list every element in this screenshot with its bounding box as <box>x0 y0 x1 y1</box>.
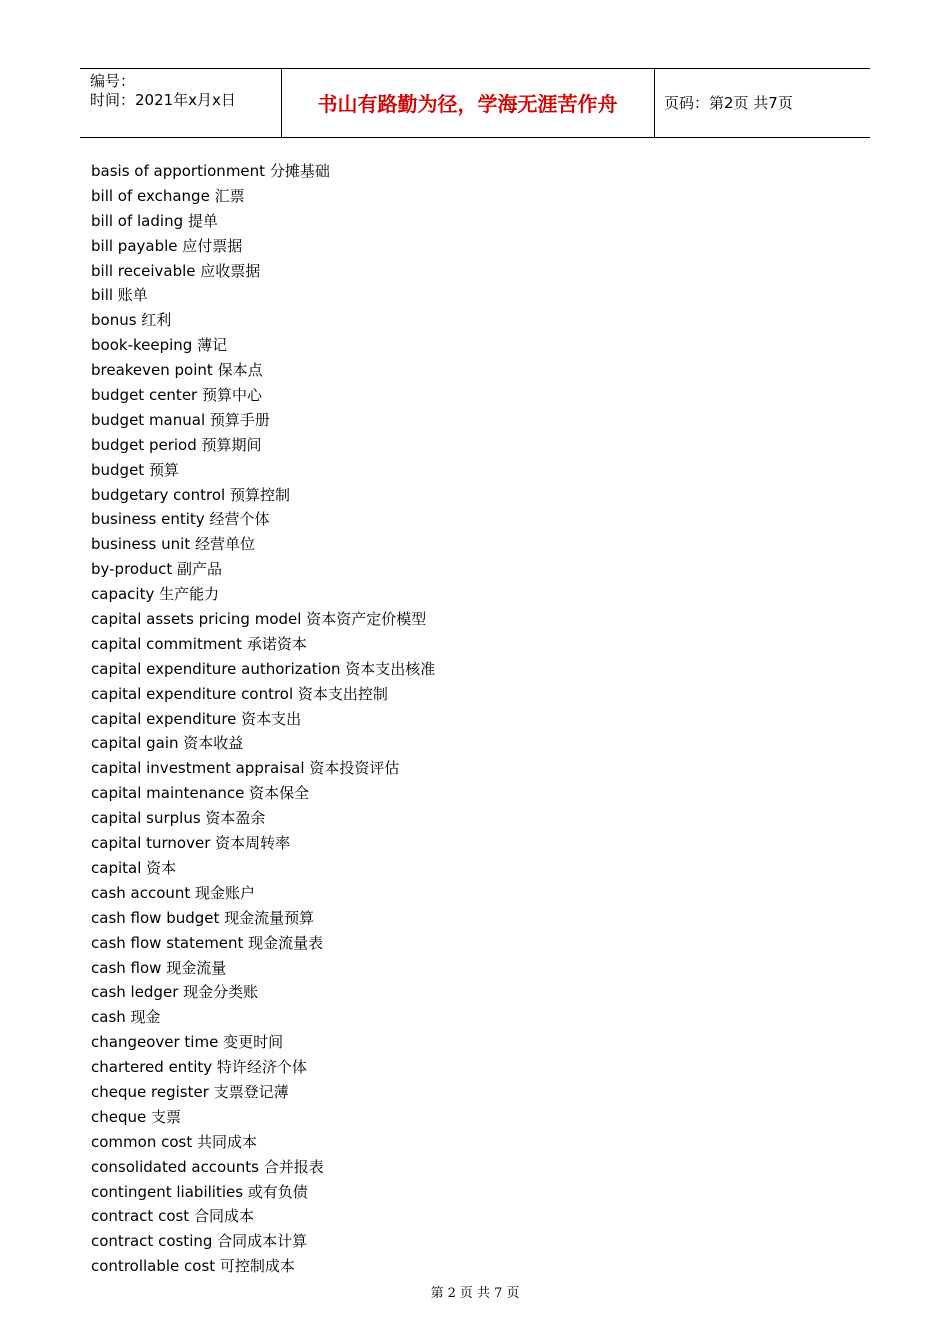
glossary-term: cash account 现金账户 <box>91 883 256 902</box>
header-page-number: 页码：第2页 共7页 <box>664 94 793 112</box>
glossary-term: cash ledger 现金分类账 <box>91 983 259 1002</box>
glossary-term: cash flow statement 现金流量表 <box>91 933 324 952</box>
glossary-term: changeover time 变更时间 <box>91 1033 284 1052</box>
document-date-label: 时间：2021年x月x日 <box>90 91 236 109</box>
glossary-term: cash flow budget 现金流量预算 <box>91 908 315 927</box>
glossary-term: budget 预算 <box>91 460 179 479</box>
glossary-term: book-keeping 薄记 <box>91 336 228 355</box>
glossary-term: budget period 预算期间 <box>91 435 262 454</box>
header-motto: 书山有路勤为径，学海无涯苦作舟 <box>317 92 618 116</box>
glossary-term: bill 账单 <box>91 286 148 305</box>
footer-middle: 页 共 <box>459 1286 491 1301</box>
glossary-term: cheque register 支票登记薄 <box>91 1082 289 1101</box>
glossary-term: bill receivable 应收票据 <box>91 261 261 280</box>
glossary-term: budget manual 预算手册 <box>91 410 270 429</box>
glossary-term: cash 现金 <box>91 1008 161 1027</box>
glossary-term: capital expenditure control 资本支出控制 <box>91 684 388 703</box>
glossary-term: contingent liabilities 或有负债 <box>91 1182 308 1201</box>
glossary-term: capital expenditure 资本支出 <box>91 709 302 728</box>
header-motto-cell <box>281 69 655 137</box>
header-page-cell <box>655 69 870 137</box>
footer-prefix: 第 <box>430 1286 444 1301</box>
glossary-term: capital maintenance 资本保全 <box>91 784 310 803</box>
glossary-term: capital expenditure authorization 资本支出核准 <box>91 659 436 678</box>
glossary-term: cash flow 现金流量 <box>91 958 227 977</box>
glossary-term: budget center 预算中心 <box>91 386 262 405</box>
page-footer <box>0 1282 950 1301</box>
glossary-term: chartered entity 特许经济个体 <box>91 1058 307 1077</box>
glossary-term: cheque 支票 <box>91 1107 182 1126</box>
glossary-term: controllable cost 可控制成本 <box>91 1257 295 1276</box>
document-code-label: 编号： <box>90 72 136 90</box>
document-header <box>80 68 870 138</box>
glossary-term: bill of exchange 汇票 <box>91 186 245 205</box>
glossary-term: capital assets pricing model 资本资产定价模型 <box>91 610 427 629</box>
glossary-term: business entity 经营个体 <box>91 510 270 529</box>
glossary-term-list <box>91 159 435 1279</box>
glossary-term: basis of apportionment 分摊基础 <box>91 162 330 180</box>
header-info-cell <box>80 69 282 137</box>
glossary-term: by-product 副产品 <box>91 560 223 579</box>
glossary-term: breakeven point 保本点 <box>91 361 263 380</box>
glossary-term: contract costing 合同成本计算 <box>91 1232 308 1251</box>
glossary-term: contract cost 合同成本 <box>91 1207 254 1226</box>
footer-total-pages: 7 <box>494 1286 503 1301</box>
glossary-term: capital turnover 资本周转率 <box>91 834 291 853</box>
glossary-term: business unit 经营单位 <box>91 535 255 554</box>
glossary-term: capital 资本 <box>91 858 177 877</box>
glossary-term: bill payable 应付票据 <box>91 236 243 255</box>
footer-current-page: 2 <box>447 1286 456 1301</box>
glossary-term: bonus 红利 <box>91 311 172 330</box>
glossary-term: bill of lading 提单 <box>91 211 218 230</box>
glossary-term: budgetary control 预算控制 <box>91 485 290 504</box>
glossary-term: capital investment appraisal 资本投资评估 <box>91 759 400 778</box>
glossary-term: capacity 生产能力 <box>91 585 220 604</box>
footer-suffix: 页 <box>506 1286 520 1301</box>
glossary-term: capital gain 资本收益 <box>91 734 244 753</box>
glossary-term: capital commitment 承诺资本 <box>91 634 307 653</box>
glossary-term: consolidated accounts 合并报表 <box>91 1157 324 1176</box>
glossary-term: common cost 共同成本 <box>91 1132 257 1151</box>
glossary-term: capital surplus 资本盈余 <box>91 809 266 828</box>
